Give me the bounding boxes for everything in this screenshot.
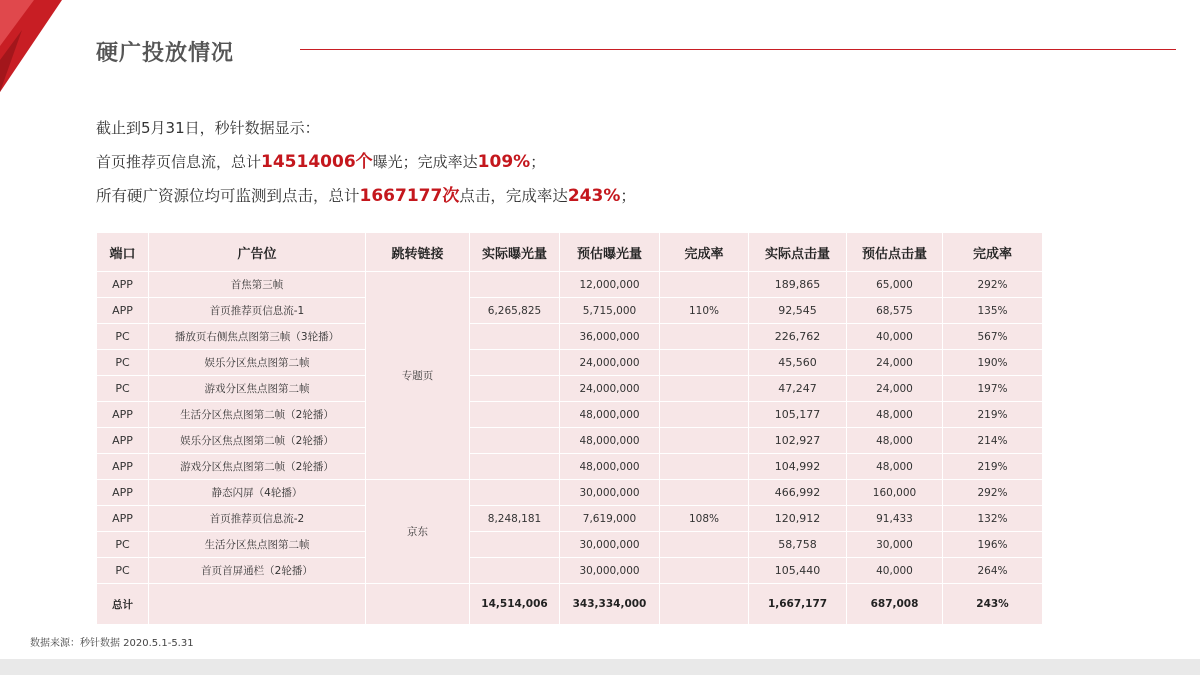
- col-header-link: 跳转链接: [366, 233, 470, 272]
- summary-highlight: 1667177次: [359, 186, 460, 206]
- table-row: [97, 350, 1043, 376]
- cell-actual-impressions: 6,265,825: [470, 298, 560, 324]
- ad-placement-table: [96, 232, 1043, 625]
- table-row: [97, 428, 1043, 454]
- cell-click-rate: 219%: [943, 402, 1043, 428]
- total-label: 总计: [97, 584, 149, 625]
- cell-estimated-impressions: 48,000,000: [560, 454, 660, 480]
- cell-link: 专题页: [366, 272, 470, 480]
- cell-port: PC: [97, 350, 149, 376]
- cell-click-rate: 264%: [943, 558, 1043, 584]
- summary-highlight: 14514006个: [261, 152, 373, 172]
- summary-highlight: 109%: [477, 152, 531, 172]
- table-row: [97, 376, 1043, 402]
- cell-click-rate: 219%: [943, 454, 1043, 480]
- summary-text: ；: [620, 187, 636, 205]
- table-row: [97, 402, 1043, 428]
- cell-actual-clicks: 120,912: [749, 506, 847, 532]
- cell-port: PC: [97, 376, 149, 402]
- cell-impression-rate: [660, 272, 749, 298]
- data-source-note: 数据来源：秒针数据 2020.5.1-5.31: [30, 638, 194, 649]
- cell-ad-slot: 生活分区焦点图第二帧: [149, 532, 366, 558]
- cell-estimated-impressions: 24,000,000: [560, 376, 660, 402]
- cell-click-rate: 196%: [943, 532, 1043, 558]
- cell-actual-impressions: [470, 402, 560, 428]
- summary-line-1: 截止到5月31日，秒针数据显示：: [96, 119, 320, 137]
- total-estimated-impressions: 343,334,000: [560, 584, 660, 625]
- cell-actual-impressions: [470, 428, 560, 454]
- col-header-click-rate: 完成率: [943, 233, 1043, 272]
- cell-impression-rate: [660, 558, 749, 584]
- cell-ad-slot: 娱乐分区焦点图第二帧（2轮播）: [149, 428, 366, 454]
- cell-actual-impressions: 8,248,181: [470, 506, 560, 532]
- table-total-row: [97, 584, 1043, 625]
- cell-ad-slot: 首焦第三帧: [149, 272, 366, 298]
- cell-port: APP: [97, 428, 149, 454]
- page-title: 硬广投放情况: [96, 41, 235, 66]
- table-row: [97, 506, 1043, 532]
- cell-impression-rate: [660, 324, 749, 350]
- cell-actual-clicks: 104,992: [749, 454, 847, 480]
- summary-text: ；: [530, 153, 546, 171]
- cell-ad-slot: 静态闪屏（4轮播）: [149, 480, 366, 506]
- bottom-band: [0, 659, 1200, 675]
- cell-port: APP: [97, 480, 149, 506]
- col-header-port: 端口: [97, 233, 149, 272]
- total-actual-clicks: 1,667,177: [749, 584, 847, 625]
- cell-actual-clicks: 105,440: [749, 558, 847, 584]
- cell-port: PC: [97, 532, 149, 558]
- cell-estimated-impressions: 48,000,000: [560, 428, 660, 454]
- cell-actual-clicks: 466,992: [749, 480, 847, 506]
- table-header-row: [97, 233, 1043, 272]
- cell-actual-clicks: 102,927: [749, 428, 847, 454]
- cell-impression-rate: [660, 454, 749, 480]
- table-row: [97, 558, 1043, 584]
- table-row: [97, 324, 1043, 350]
- cell-click-rate: 135%: [943, 298, 1043, 324]
- cell-ad-slot: 首页首屏通栏（2轮播）: [149, 558, 366, 584]
- cell-estimated-impressions: 48,000,000: [560, 402, 660, 428]
- cell-impression-rate: [660, 350, 749, 376]
- summary-text: 曝光；完成率达: [372, 153, 478, 171]
- summary-text: 点击，完成率达: [459, 187, 568, 205]
- cell-click-rate: 190%: [943, 350, 1043, 376]
- total-empty-cell: [366, 584, 470, 625]
- cell-estimated-clicks: 48,000: [847, 428, 943, 454]
- cell-click-rate: 567%: [943, 324, 1043, 350]
- cell-actual-clicks: 189,865: [749, 272, 847, 298]
- cell-estimated-clicks: 68,575: [847, 298, 943, 324]
- cell-impression-rate: [660, 402, 749, 428]
- cell-estimated-clicks: 48,000: [847, 454, 943, 480]
- total-click-rate: 243%: [943, 584, 1043, 625]
- total-estimated-clicks: 687,008: [847, 584, 943, 625]
- cell-click-rate: 197%: [943, 376, 1043, 402]
- cell-port: APP: [97, 272, 149, 298]
- cell-impression-rate: 110%: [660, 298, 749, 324]
- cell-actual-clicks: 92,545: [749, 298, 847, 324]
- table-row: [97, 298, 1043, 324]
- cell-estimated-clicks: 160,000: [847, 480, 943, 506]
- cell-ad-slot: 生活分区焦点图第二帧（2轮播）: [149, 402, 366, 428]
- summary-line-3: [96, 186, 996, 207]
- cell-actual-clicks: 105,177: [749, 402, 847, 428]
- cell-actual-clicks: 45,560: [749, 350, 847, 376]
- cell-actual-impressions: [470, 454, 560, 480]
- cell-estimated-clicks: 24,000: [847, 376, 943, 402]
- cell-estimated-impressions: 30,000,000: [560, 558, 660, 584]
- cell-port: APP: [97, 298, 149, 324]
- summary-text: 所有硬广资源位均可监测到点击，总计: [96, 187, 360, 205]
- cell-estimated-clicks: 65,000: [847, 272, 943, 298]
- cell-actual-impressions: [470, 558, 560, 584]
- total-actual-impressions: 14,514,006: [470, 584, 560, 625]
- cell-port: APP: [97, 506, 149, 532]
- cell-port: PC: [97, 324, 149, 350]
- cell-estimated-impressions: 30,000,000: [560, 532, 660, 558]
- cell-impression-rate: [660, 428, 749, 454]
- col-header-ad-slot: 广告位: [149, 233, 366, 272]
- cell-actual-impressions: [470, 376, 560, 402]
- summary-line-2: [96, 152, 996, 173]
- cell-actual-clicks: 226,762: [749, 324, 847, 350]
- cell-estimated-impressions: 7,619,000: [560, 506, 660, 532]
- table-row: [97, 532, 1043, 558]
- cell-port: APP: [97, 454, 149, 480]
- summary-highlight: 243%: [567, 186, 621, 206]
- title-divider: [300, 49, 1176, 50]
- cell-ad-slot: 首页推荐页信息流-2: [149, 506, 366, 532]
- cell-click-rate: 292%: [943, 480, 1043, 506]
- cell-estimated-impressions: 36,000,000: [560, 324, 660, 350]
- cell-estimated-clicks: 91,433: [847, 506, 943, 532]
- cell-impression-rate: [660, 480, 749, 506]
- col-header-actual-impressions: 实际曝光量: [470, 233, 560, 272]
- cell-impression-rate: [660, 532, 749, 558]
- cell-port: APP: [97, 402, 149, 428]
- cell-estimated-impressions: 12,000,000: [560, 272, 660, 298]
- cell-link: 京东: [366, 480, 470, 584]
- cell-click-rate: 214%: [943, 428, 1043, 454]
- corner-decoration: [0, 0, 62, 92]
- cell-estimated-clicks: 48,000: [847, 402, 943, 428]
- cell-port: PC: [97, 558, 149, 584]
- total-empty-cell: [149, 584, 366, 625]
- cell-ad-slot: 首页推荐页信息流-1: [149, 298, 366, 324]
- col-header-estimated-impressions: 预估曝光量: [560, 233, 660, 272]
- cell-click-rate: 132%: [943, 506, 1043, 532]
- total-empty-cell: [660, 584, 749, 625]
- table-row: [97, 272, 1043, 298]
- cell-estimated-impressions: 5,715,000: [560, 298, 660, 324]
- cell-actual-impressions: [470, 350, 560, 376]
- cell-ad-slot: 游戏分区焦点图第二帧: [149, 376, 366, 402]
- cell-estimated-impressions: 24,000,000: [560, 350, 660, 376]
- cell-actual-impressions: [470, 532, 560, 558]
- cell-ad-slot: 游戏分区焦点图第二帧（2轮播）: [149, 454, 366, 480]
- col-header-impression-rate: 完成率: [660, 233, 749, 272]
- cell-actual-impressions: [470, 480, 560, 506]
- col-header-actual-clicks: 实际点击量: [749, 233, 847, 272]
- cell-estimated-impressions: 30,000,000: [560, 480, 660, 506]
- cell-impression-rate: [660, 376, 749, 402]
- cell-estimated-clicks: 30,000: [847, 532, 943, 558]
- cell-actual-impressions: [470, 272, 560, 298]
- table-row: [97, 454, 1043, 480]
- col-header-estimated-clicks: 预估点击量: [847, 233, 943, 272]
- cell-estimated-clicks: 40,000: [847, 324, 943, 350]
- summary-block: [96, 118, 996, 220]
- summary-text: 首页推荐页信息流，总计: [96, 153, 262, 171]
- cell-click-rate: 292%: [943, 272, 1043, 298]
- cell-ad-slot: 娱乐分区焦点图第二帧: [149, 350, 366, 376]
- cell-actual-clicks: 47,247: [749, 376, 847, 402]
- cell-impression-rate: 108%: [660, 506, 749, 532]
- cell-estimated-clicks: 40,000: [847, 558, 943, 584]
- cell-estimated-clicks: 24,000: [847, 350, 943, 376]
- table-row: [97, 480, 1043, 506]
- cell-actual-clicks: 58,758: [749, 532, 847, 558]
- cell-ad-slot: 播放页右侧焦点图第三帧（3轮播）: [149, 324, 366, 350]
- cell-actual-impressions: [470, 324, 560, 350]
